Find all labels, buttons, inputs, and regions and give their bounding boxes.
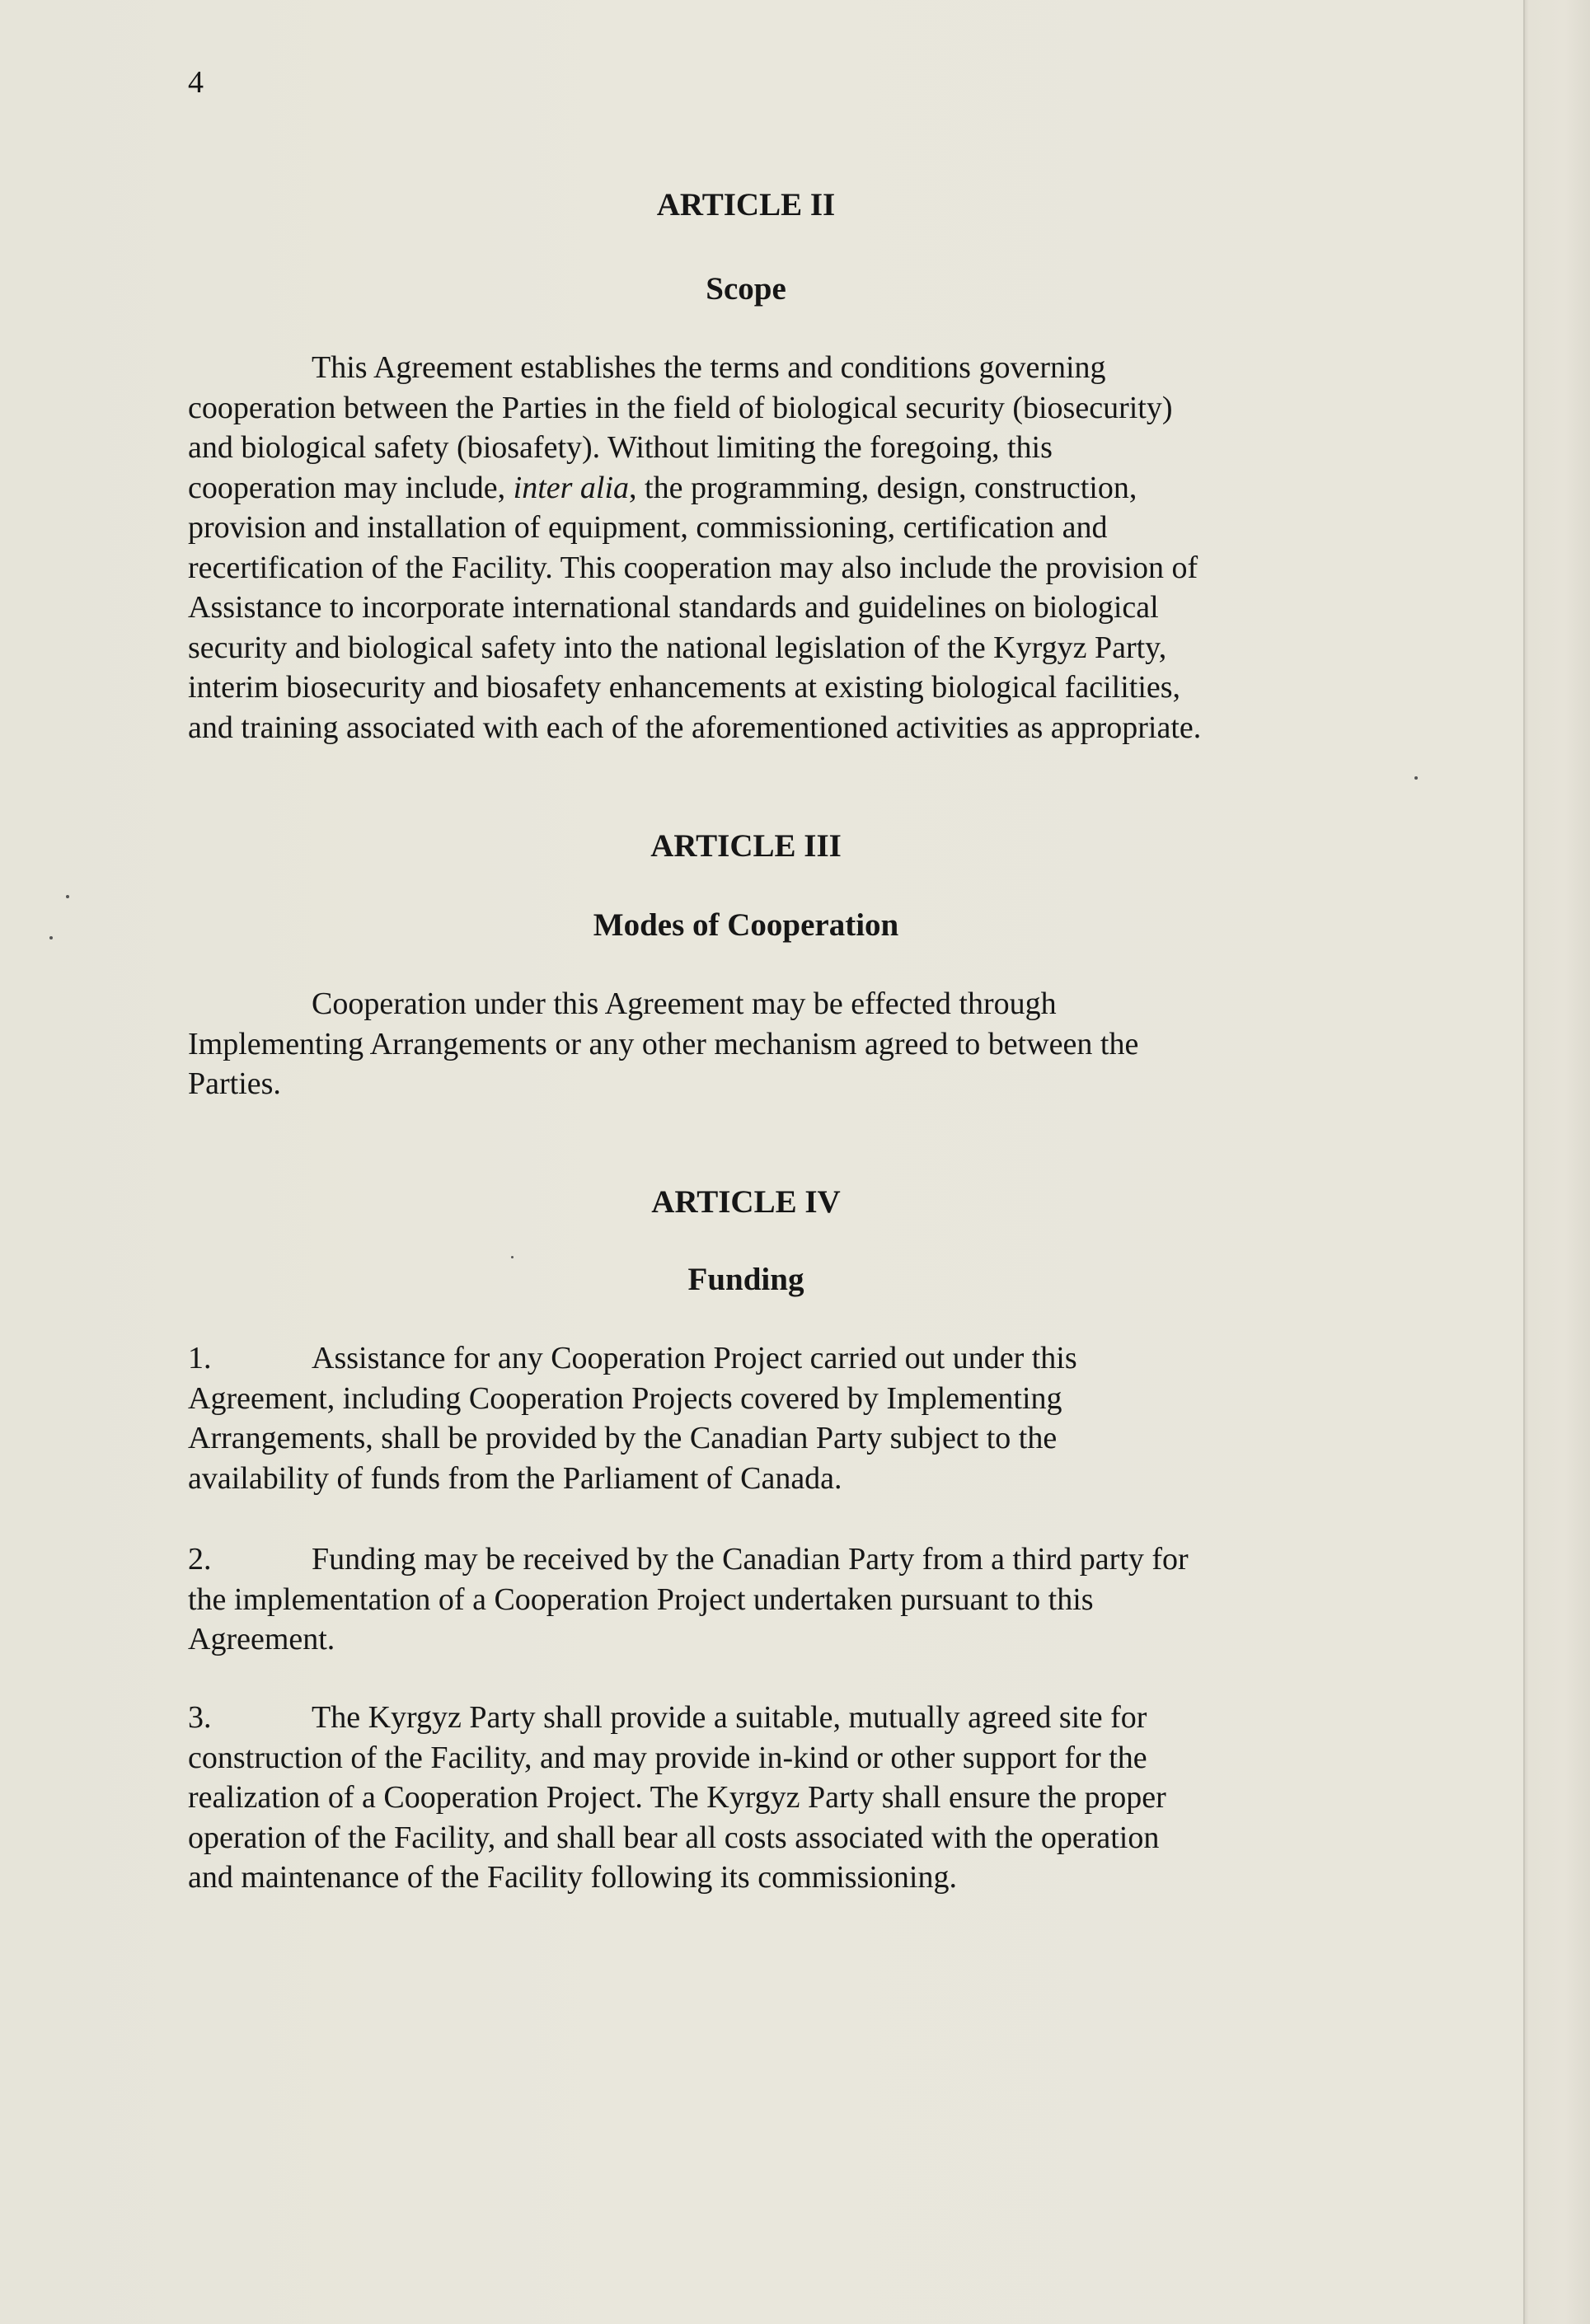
paragraph-line: operation of the Facility, and shall bear all costs associated with the operation	[188, 1820, 1160, 1855]
paragraph-line: and biological safety (biosafety). Without limiting the foregoing, this	[188, 430, 1053, 465]
paragraph-line: This Agreement establishes the terms and conditions governing	[312, 350, 1106, 385]
paragraph-line: security and biological safety into the national legislation of the Kyrgyz Party,	[188, 630, 1167, 665]
paragraph-line	[188, 468, 1342, 508]
funding-item-1	[188, 1338, 1342, 1498]
paragraph-line: recertification of the Facility. This cooperation may also include the provision of	[188, 550, 1198, 585]
scope-paragraph	[188, 348, 1342, 747]
scan-speck	[66, 895, 69, 898]
paragraph-line	[188, 1338, 1342, 1379]
paragraph-line: and maintenance of the Facility following its commissioning.	[188, 1860, 957, 1895]
paragraph-line: availability of funds from the Parliament of Canada.	[188, 1460, 842, 1496]
line-text: Assistance for any Cooperation Project carried out under this	[312, 1341, 1077, 1375]
scan-speck	[1414, 776, 1418, 780]
paragraph-line: Arrangements, shall be provided by the Canadian Party subject to the	[188, 1421, 1058, 1455]
page-edge	[1523, 0, 1590, 2324]
section-title: Scope	[706, 271, 786, 307]
paragraph-line: cooperation between the Parties in the field of biological security (biosecurity)	[188, 390, 1173, 425]
paragraph-line: provision and installation of equipment, commissioning, certification and	[188, 510, 1108, 545]
line-text: , the programming, design, construction,	[629, 470, 1137, 505]
paragraph-line: and training associated with each of the aforementioned activities as appropriate.	[188, 710, 1202, 745]
paragraph-line: interim biosecurity and biosafety enhancements at existing biological facilities,	[188, 670, 1181, 705]
paragraph-line: realization of a Cooperation Project. The Kyrgyz Party shall ensure the proper	[188, 1780, 1166, 1815]
paragraph-line: Agreement, including Cooperation Projects covered by Implementing	[188, 1380, 1062, 1416]
article-heading: ARTICLE III	[650, 828, 842, 864]
paragraph-line: Implementing Arrangements or any other mechanism agreed to between the	[188, 1026, 1139, 1061]
page-number: 4	[188, 65, 204, 100]
section-title: Funding	[687, 1262, 804, 1297]
item-number: 3.	[188, 1700, 212, 1735]
line-text: cooperation may include,	[188, 470, 514, 505]
inter-alia-term: inter alia	[513, 470, 630, 505]
funding-item-3	[188, 1698, 1342, 1898]
paragraph-line: the implementation of a Cooperation Project undertaken pursuant to this	[188, 1581, 1094, 1617]
funding-item-2	[188, 1539, 1342, 1660]
scan-speck	[49, 936, 53, 939]
modes-paragraph	[188, 984, 1342, 1104]
paragraph-line: Cooperation under this Agreement may be effected through	[312, 986, 1057, 1021]
paragraph-line: Parties.	[188, 1066, 281, 1101]
item-number: 1.	[188, 1341, 212, 1375]
paragraph-line: Assistance to incorporate international standards and guidelines on biological	[188, 590, 1159, 625]
article-heading: ARTICLE IV	[651, 1184, 841, 1220]
paragraph-line: construction of the Facility, and may provide in-kind or other support for the	[188, 1740, 1147, 1775]
section-title: Modes of Cooperation	[593, 907, 899, 943]
scan-speck	[511, 1256, 514, 1258]
paragraph-line	[188, 1698, 1342, 1738]
line-text: The Kyrgyz Party shall provide a suitable, mutually agreed site for	[312, 1700, 1147, 1735]
paragraph-line	[188, 1539, 1342, 1580]
item-number: 2.	[188, 1542, 212, 1577]
line-text: Funding may be received by the Canadian Party from a third party for	[312, 1542, 1189, 1577]
article-heading: ARTICLE II	[656, 187, 836, 223]
paragraph-line: Agreement.	[188, 1622, 335, 1656]
